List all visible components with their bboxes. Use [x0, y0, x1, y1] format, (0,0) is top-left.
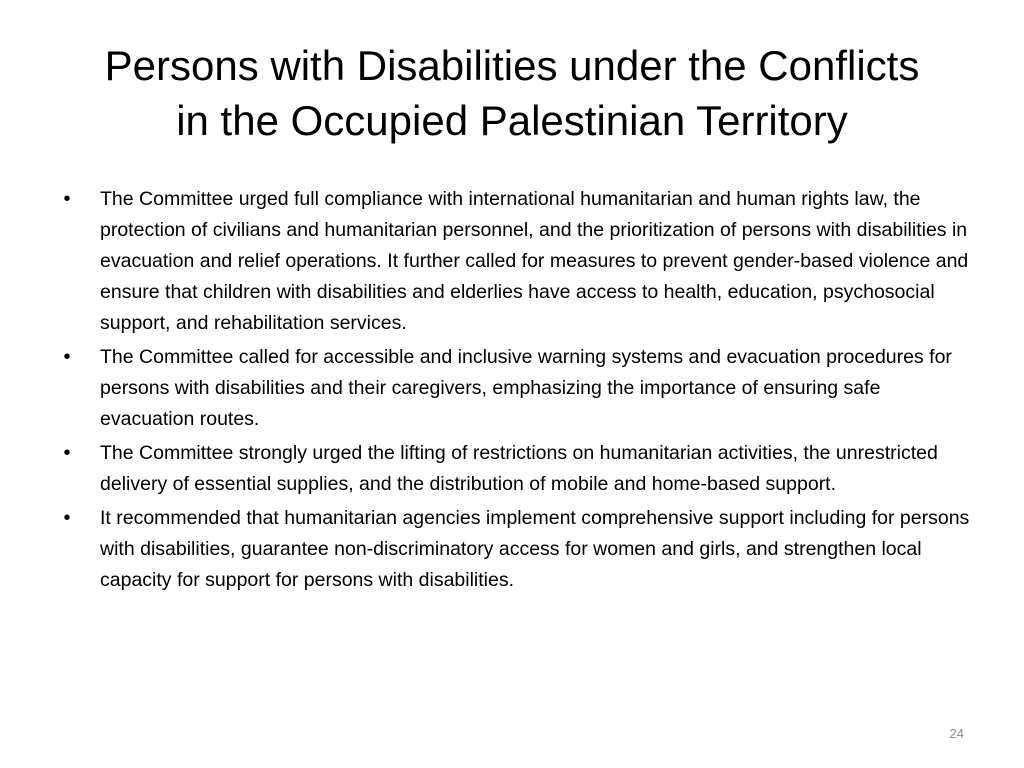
- bullet-list: [60, 184, 972, 599]
- bullet-item-4: [60, 503, 972, 596]
- bullet-icon: •: [63, 507, 71, 529]
- slide-title-line-2: in the Occupied Palestinian Territory: [176, 97, 848, 144]
- slide-title-line-1: Persons with Disabilities under the Conflicts: [104, 42, 920, 89]
- bullet-text-4: It recommended that humanitarian agencies implement comprehensive support including for persons with disabilities, guarantee non-discriminatory access for women and girls, and strengthen local capacity for support for persons with disabilities.: [100, 507, 970, 591]
- bullet-item-1: [60, 184, 972, 339]
- slide-title: [40, 38, 984, 148]
- bullet-text-3: The Committee strongly urged the lifting of restrictions on humanitarian activities, the unrestricted delivery of essential supplies, and the distribution of mobile and home-based support.: [100, 442, 938, 495]
- bullet-item-2: [60, 342, 972, 435]
- bullet-icon: •: [63, 346, 71, 368]
- bullet-text-1: The Committee urged full compliance with international humanitarian and human rights law, the protection of civilians and humanitarian personnel, and the prioritization of persons with disabilities in evacuation and relief operations. It further called for measures to prevent gender-based violence and ensure that children with disabilities and elderlies have access to health, education, psychosocial support, and rehabilitation services.: [100, 188, 969, 334]
- page-number: 24: [949, 726, 964, 741]
- bullet-text-2: The Committee called for accessible and inclusive warning systems and evacuation procedures for persons with disabilities and their caregivers, emphasizing the importance of ensuring safe evacuation routes.: [100, 346, 952, 430]
- bullet-item-3: [60, 438, 972, 500]
- bullet-icon: •: [63, 442, 71, 464]
- bullet-icon: •: [63, 188, 71, 210]
